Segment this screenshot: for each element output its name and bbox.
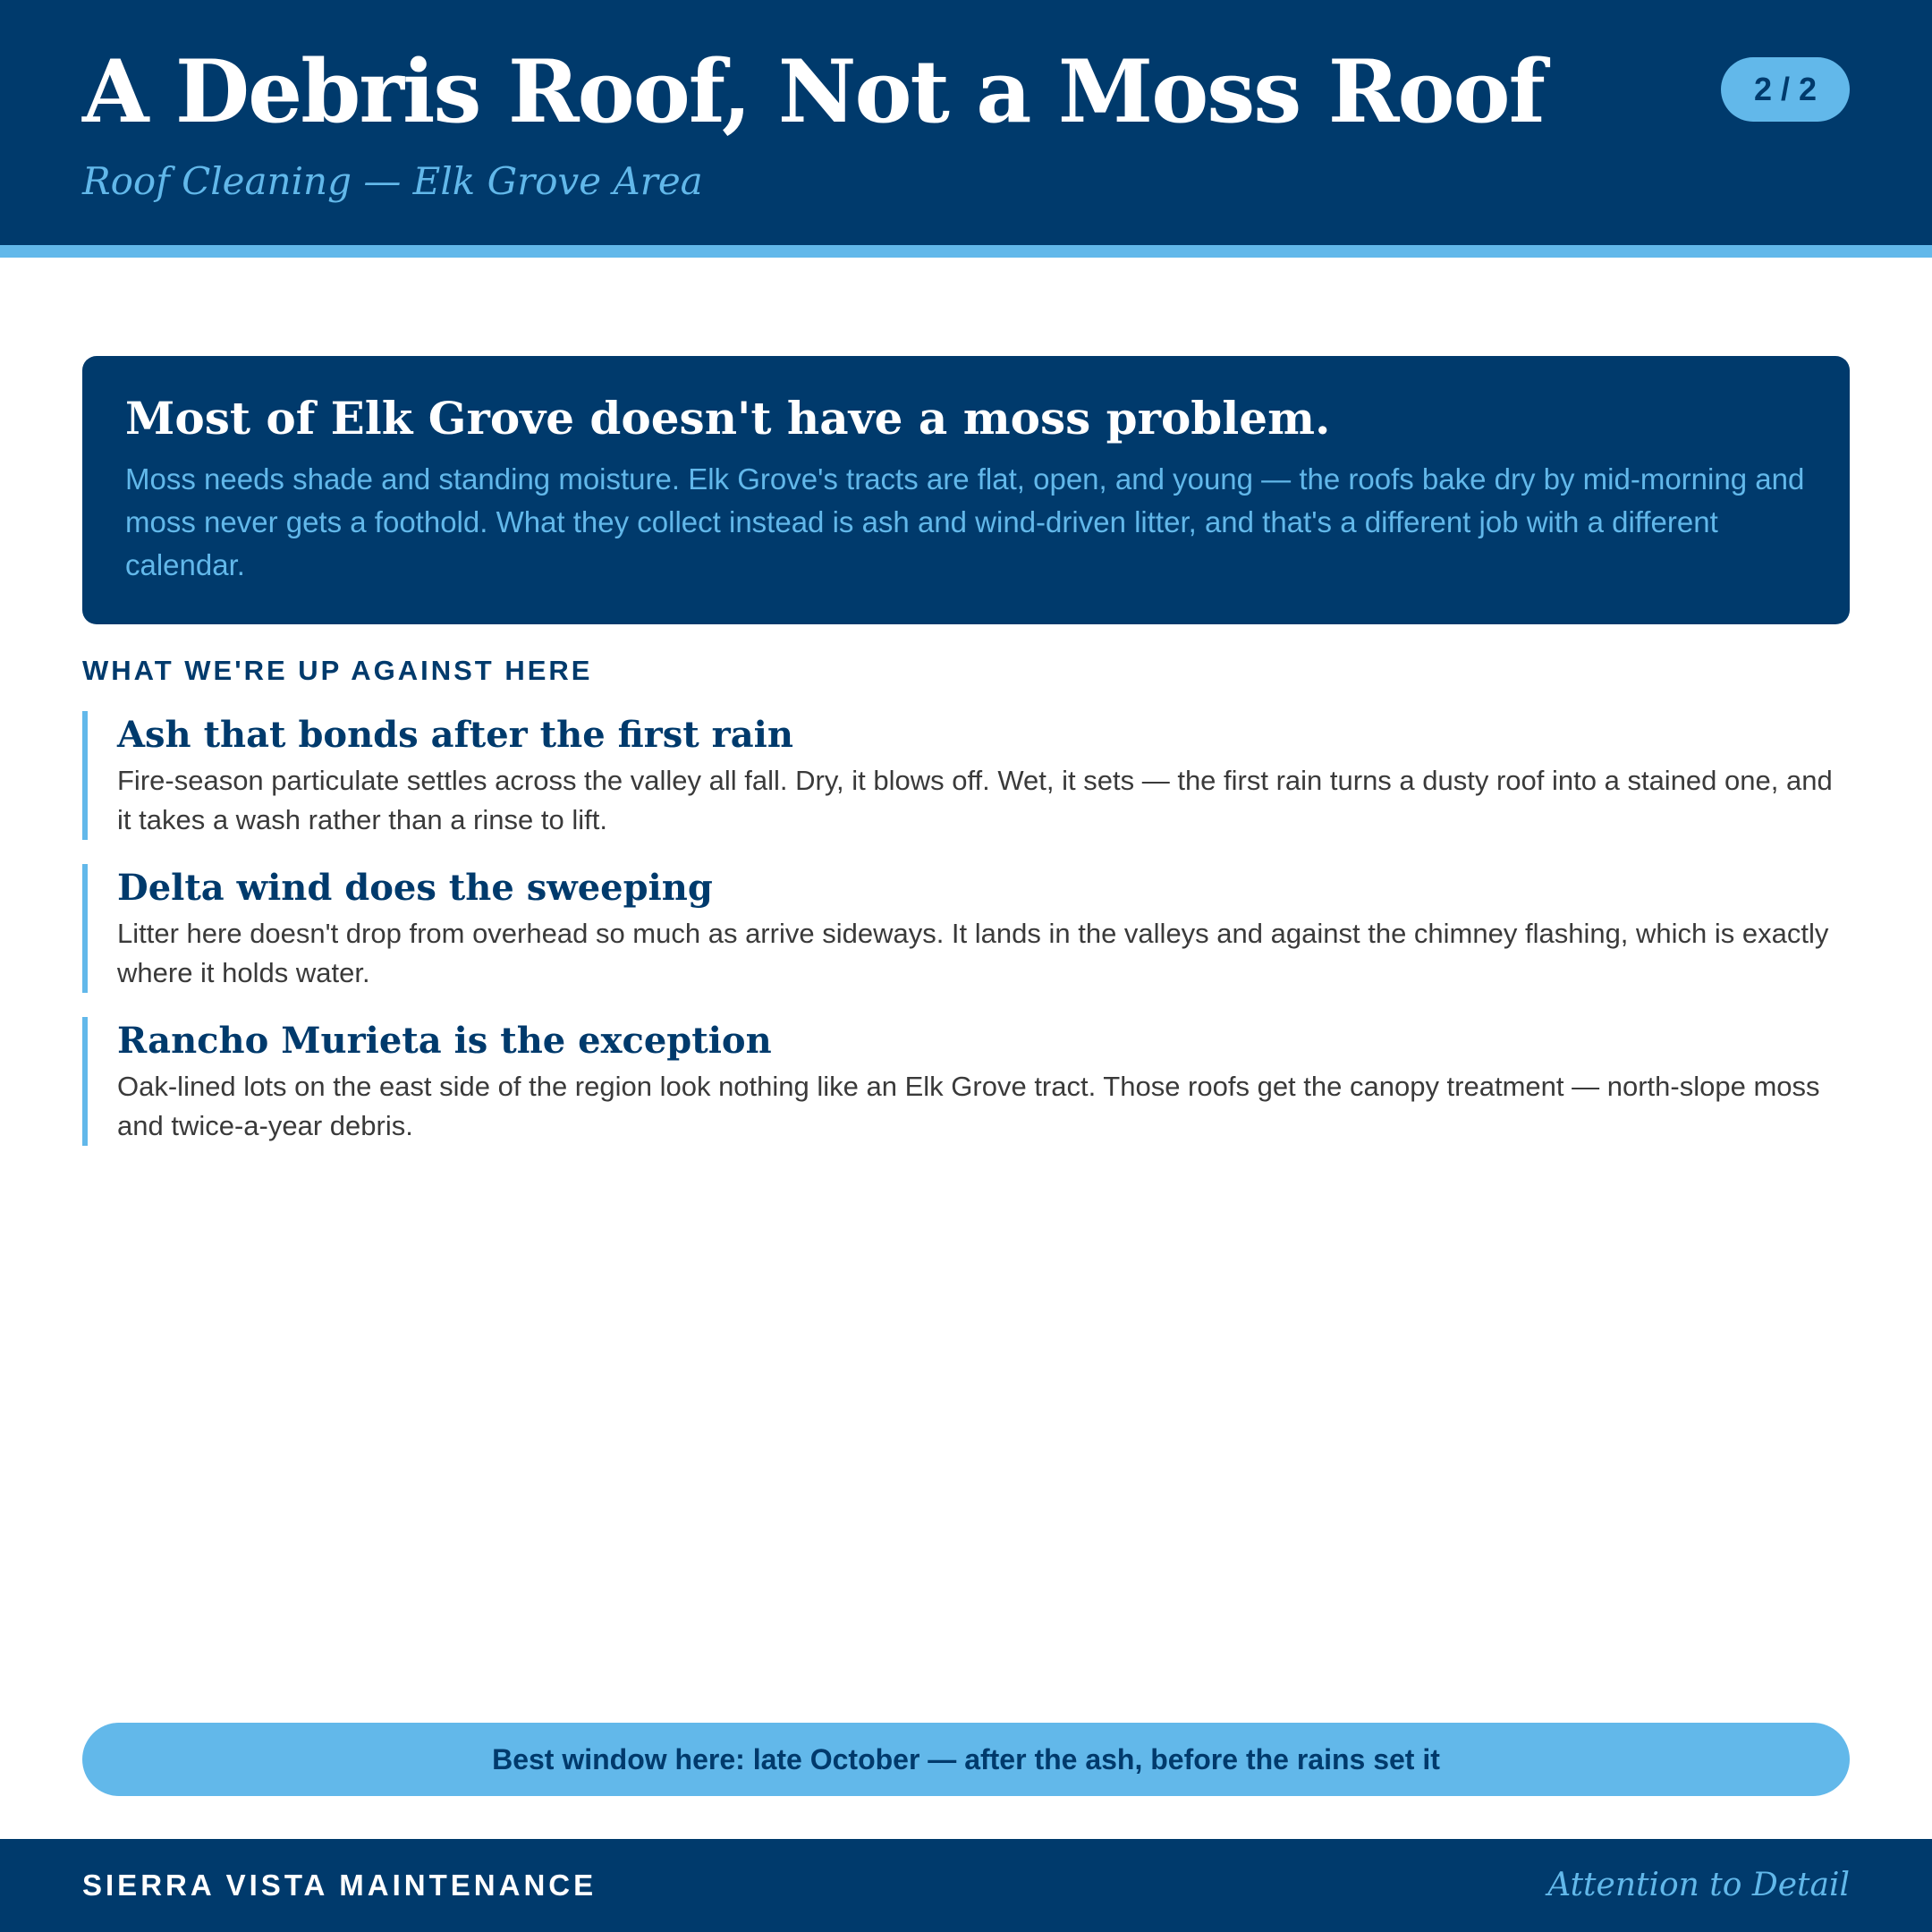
list-item: [82, 1017, 1850, 1146]
list-item: [82, 711, 1850, 840]
page-header: [0, 0, 1932, 258]
best-window-banner: Best window here: late October — after the ash, before the rains set it: [82, 1723, 1850, 1796]
challenge-list: [82, 711, 1850, 1170]
list-item-body: Oak-lined lots on the east side of the region look nothing like an Elk Grove tract. Those roofs get the canopy treatment — north-slope moss and twice-a-year debris.: [117, 1071, 1820, 1141]
brand-name: SIERRA VISTA MAINTENANCE: [82, 1868, 597, 1902]
callout-body: Moss needs shade and standing moisture. Elk Grove's tracts are flat, open, and young — the roofs bake dry by mid-morning and moss never gets a foothold. What they collect instead is ash and wind-driven litter, and that's a different job with a different calendar.: [125, 462, 1805, 581]
page-title: A Debris Roof, Not a Moss Roof: [82, 41, 1544, 142]
list-item-title: Ash that bonds after the first rain: [117, 714, 793, 756]
list-item-title: Delta wind does the sweeping: [117, 867, 713, 909]
list-item-title: Rancho Murieta is the exception: [117, 1020, 772, 1062]
callout-title: Most of Elk Grove doesn't have a moss problem.: [125, 392, 1331, 445]
page-subtitle: Roof Cleaning — Elk Grove Area: [82, 159, 703, 203]
brand-tagline: Attention to Detail: [1547, 1867, 1850, 1903]
list-item-body: Fire-season particulate settles across the valley all fall. Dry, it blows off. Wet, it sets — the first rain turns a dusty roof into a stained one, and it takes a wash rather than a rinse to lift.: [117, 765, 1833, 835]
section-label: WHAT WE'RE UP AGAINST HERE: [82, 655, 593, 686]
page-indicator-badge: 2 / 2: [1721, 57, 1850, 122]
list-item: [82, 864, 1850, 993]
intro-callout: [82, 356, 1850, 624]
list-item-body: Litter here doesn't drop from overhead so much as arrive sideways. It lands in the valleys and against the chimney flashing, which is exactly where it holds water.: [117, 918, 1829, 988]
page-footer: [0, 1839, 1932, 1932]
